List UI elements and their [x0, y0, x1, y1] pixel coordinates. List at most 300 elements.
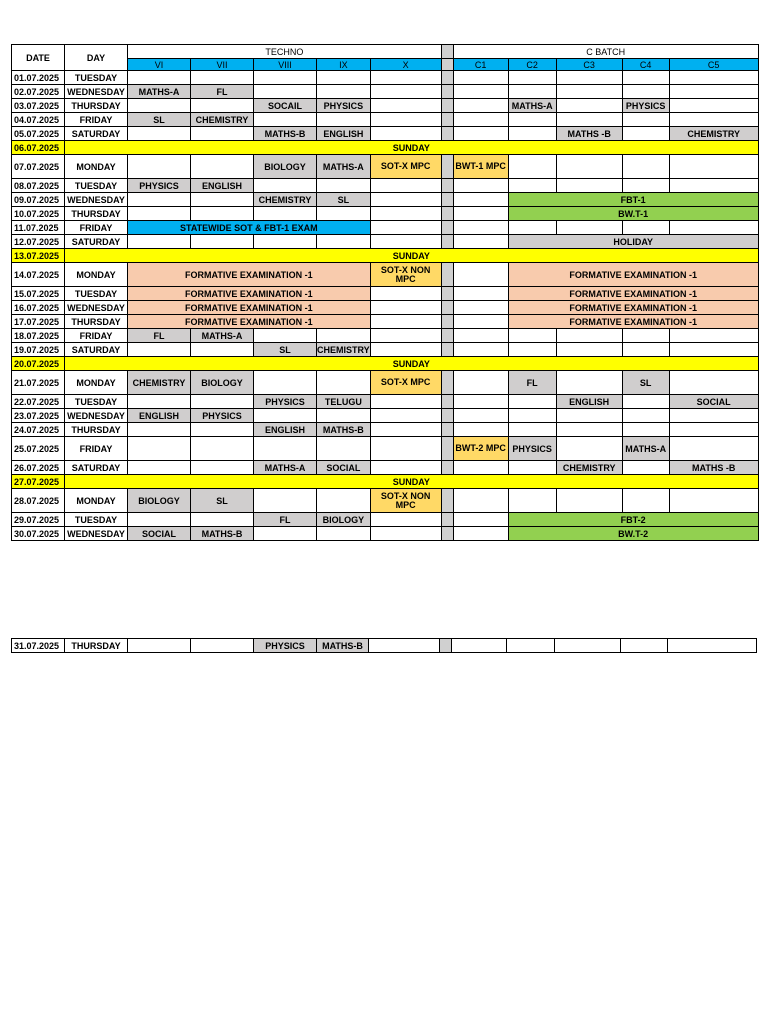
cbatch-header: C BATCH — [453, 45, 758, 59]
sunday-label: SUNDAY — [65, 249, 759, 263]
techno-subject-cell — [128, 437, 191, 461]
cbatch-subject-cell — [669, 371, 758, 395]
cbatch-subject-cell: FL — [508, 371, 556, 395]
column-separator — [441, 513, 453, 527]
cbatch-subject-cell — [669, 343, 758, 357]
cbatch-subject-cell — [556, 85, 622, 99]
cbatch-subject-cell: SOCIAL — [669, 395, 758, 409]
cbatch-subject-cell: CHEMISTRY — [669, 127, 758, 141]
techno-subject-cell: SOCAIL — [254, 99, 317, 113]
cbatch-subject-cell — [556, 221, 622, 235]
schedule-table — [11, 44, 759, 541]
day-cell: TUESDAY — [65, 71, 128, 85]
cbatch-subject-cell — [556, 437, 622, 461]
techno-class-header: VIII — [254, 59, 317, 71]
day-cell: WEDNESDAY — [65, 409, 128, 423]
column-separator — [441, 263, 453, 287]
techno-subject-cell — [369, 639, 440, 653]
column-separator — [441, 343, 453, 357]
techno-subject-cell — [370, 99, 441, 113]
techno-subject-cell — [128, 71, 191, 85]
column-separator — [441, 461, 453, 475]
techno-subject-cell — [317, 207, 371, 221]
cbatch-subject-cell: MATHS-A — [622, 437, 669, 461]
cbatch-subject-cell — [556, 113, 622, 127]
table-row — [12, 527, 759, 541]
cbatch-subject-cell — [669, 221, 758, 235]
table-row — [12, 235, 759, 249]
day-cell: WEDNESDAY — [65, 85, 128, 99]
cbatch-subject-cell — [669, 71, 758, 85]
cbatch-subject-cell — [669, 329, 758, 343]
cbatch-subject-cell — [453, 371, 508, 395]
techno-subject-cell — [317, 409, 371, 423]
techno-subject-cell: PHYSICS — [191, 409, 254, 423]
cbatch-event-cell: FBT-2 — [508, 513, 758, 527]
techno-subject-cell — [191, 437, 254, 461]
techno-subject-cell — [128, 193, 191, 207]
techno-subject-cell — [370, 235, 441, 249]
techno-subject-cell — [370, 513, 441, 527]
cbatch-subject-cell — [622, 155, 669, 179]
techno-subject-cell — [317, 371, 371, 395]
cbatch-subject-cell — [622, 113, 669, 127]
cbatch-subject-cell — [622, 489, 669, 513]
cbatch-subject-cell — [622, 221, 669, 235]
table-row — [12, 343, 759, 357]
techno-subject-cell — [370, 113, 441, 127]
techno-subject-cell — [128, 207, 191, 221]
techno-subject-cell: CHEMISTRY — [317, 344, 370, 355]
header-row — [12, 45, 759, 59]
date-cell: 17.07.2025 — [12, 315, 65, 329]
cbatch-class-header: C2 — [508, 59, 556, 71]
cbatch-subject-cell — [453, 423, 508, 437]
techno-subject-cell: PHYSICS — [317, 99, 371, 113]
techno-x-cell — [370, 315, 441, 329]
column-separator — [441, 85, 453, 99]
column-separator — [441, 409, 453, 423]
techno-subject-cell — [254, 527, 317, 541]
techno-subject-cell — [254, 329, 317, 343]
table-row — [12, 489, 759, 513]
techno-subject-cell — [317, 85, 371, 99]
date-cell: 31.07.2025 — [12, 639, 65, 653]
cbatch-subject-cell — [669, 409, 758, 423]
table-row — [12, 301, 759, 315]
column-separator — [441, 287, 453, 301]
cbatch-subject-cell — [453, 127, 508, 141]
techno-subject-cell — [370, 179, 441, 193]
techno-subject-cell — [128, 639, 191, 653]
techno-subject-cell: ENGLISH — [254, 423, 317, 437]
date-cell: 04.07.2025 — [12, 113, 65, 127]
cbatch-subject-cell — [622, 409, 669, 423]
day-cell: MONDAY — [65, 371, 128, 395]
date-cell: 27.07.2025 — [12, 475, 65, 489]
table-row — [12, 155, 759, 179]
cbatch-subject-cell — [556, 343, 622, 357]
column-separator — [441, 207, 453, 221]
techno-x-cell — [370, 301, 441, 315]
techno-event-cell: FORMATIVE EXAMINATION -1 — [128, 287, 371, 301]
cbatch-subject-cell — [508, 179, 556, 193]
date-cell: 28.07.2025 — [12, 489, 65, 513]
techno-subject-cell: CHEMISTRY — [254, 193, 317, 207]
cbatch-subject-cell — [622, 423, 669, 437]
cbatch-subject-cell — [508, 71, 556, 85]
techno-subject-cell — [370, 527, 441, 541]
cbatch-subject-cell — [556, 409, 622, 423]
cbatch-subject-cell — [453, 409, 508, 423]
techno-class-header: X — [370, 59, 441, 71]
techno-subject-cell: CHEMISTRY — [128, 371, 191, 395]
day-cell: THURSDAY — [65, 423, 128, 437]
sunday-label: SUNDAY — [65, 475, 759, 489]
table-row — [12, 287, 759, 301]
techno-subject-cell — [128, 155, 191, 179]
cbatch-subject-cell — [508, 155, 556, 179]
day-cell: WEDNESDAY — [65, 527, 128, 541]
date-cell: 13.07.2025 — [12, 249, 65, 263]
cbatch-subject-cell — [622, 71, 669, 85]
techno-subject-cell: BIOLOGY — [254, 155, 317, 179]
cbatch-subject-cell — [453, 395, 508, 409]
date-cell: 29.07.2025 — [12, 513, 65, 527]
cbatch-event-cell: FORMATIVE EXAMINATION -1 — [508, 301, 758, 315]
column-separator — [441, 371, 453, 395]
techno-subject-cell — [317, 179, 371, 193]
techno-subject-cell — [191, 99, 254, 113]
techno-subject-cell — [254, 179, 317, 193]
date-cell: 11.07.2025 — [12, 221, 65, 235]
techno-x-cell: SOT-X NON MPC — [370, 263, 441, 287]
techno-subject-cell — [317, 71, 371, 85]
techno-subject-cell: PHYSICS — [128, 179, 191, 193]
techno-subject-cell — [191, 343, 254, 357]
cbatch-subject-cell: SL — [622, 371, 669, 395]
cbatch-subject-cell — [556, 71, 622, 85]
column-separator — [441, 155, 453, 179]
day-cell: TUESDAY — [65, 513, 128, 527]
techno-subject-cell: MATHS-B — [317, 423, 371, 437]
table-row — [12, 71, 759, 85]
day-cell: FRIDAY — [65, 329, 128, 343]
cbatch-subject-cell — [555, 639, 621, 653]
techno-subject-cell — [370, 423, 441, 437]
techno-event-cell: FORMATIVE EXAMINATION -1 — [128, 263, 371, 287]
techno-subject-cell: MATHS-A — [128, 85, 191, 99]
day-cell: FRIDAY — [65, 221, 128, 235]
techno-class-header: VII — [191, 59, 254, 71]
cbatch-c1-cell — [453, 193, 508, 207]
day-cell: THURSDAY — [65, 639, 128, 653]
cbatch-event-cell: BW.T-1 — [508, 207, 758, 221]
cbatch-c1-cell — [453, 513, 508, 527]
cbatch-event-cell: BW.T-2 — [508, 527, 758, 541]
column-separator — [441, 59, 453, 71]
cbatch-class-header: C1 — [453, 59, 508, 71]
cbatch-subject-cell — [556, 179, 622, 193]
cbatch-subject-cell — [452, 639, 507, 653]
techno-subject-cell — [191, 71, 254, 85]
day-cell: TUESDAY — [65, 395, 128, 409]
cbatch-subject-cell — [556, 155, 622, 179]
cbatch-class-header: C3 — [556, 59, 622, 71]
techno-subject-cell — [128, 343, 191, 357]
techno-subject-cell — [254, 437, 317, 461]
techno-subject-cell — [191, 513, 254, 527]
techno-subject-cell — [370, 207, 441, 221]
cbatch-subject-cell — [622, 395, 669, 409]
date-cell: 15.07.2025 — [12, 287, 65, 301]
column-separator — [441, 99, 453, 113]
cbatch-subject-cell — [453, 461, 508, 475]
cbatch-event-cell: FORMATIVE EXAMINATION -1 — [508, 263, 758, 287]
techno-subject-cell — [191, 423, 254, 437]
cbatch-subject-cell — [622, 85, 669, 99]
table-row — [12, 409, 759, 423]
column-separator — [441, 221, 453, 235]
cbatch-subject-cell — [556, 329, 622, 343]
column-separator — [441, 235, 453, 249]
cbatch-subject-cell — [508, 113, 556, 127]
sunday-row — [12, 141, 759, 155]
techno-subject-cell — [254, 207, 317, 221]
cbatch-subject-cell: PHYSICS — [622, 99, 669, 113]
cbatch-event-cell: FORMATIVE EXAMINATION -1 — [508, 287, 758, 301]
cbatch-subject-cell — [508, 461, 556, 475]
techno-subject-cell — [370, 409, 441, 423]
techno-subject-cell: BIOLOGY — [317, 513, 371, 527]
techno-subject-cell: CHEMISTRY — [191, 113, 254, 127]
date-cell: 21.07.2025 — [12, 371, 65, 395]
cbatch-subject-cell — [453, 179, 508, 193]
cbatch-subject-cell — [621, 639, 668, 653]
column-separator — [441, 489, 453, 513]
day-cell: SATURDAY — [65, 235, 128, 249]
techno-subject-cell: SOCIAL — [128, 527, 191, 541]
techno-subject-cell: SL — [317, 193, 371, 207]
table-row — [12, 639, 757, 653]
date-cell: 24.07.2025 — [12, 423, 65, 437]
cbatch-subject-cell — [669, 155, 758, 179]
day-cell: SATURDAY — [65, 343, 128, 357]
cbatch-subject-cell — [453, 85, 508, 99]
cbatch-c1-cell — [453, 235, 508, 249]
cbatch-c1-cell — [453, 315, 508, 329]
date-cell: 23.07.2025 — [12, 409, 65, 423]
column-separator — [441, 301, 453, 315]
cbatch-subject-cell: PHYSICS — [508, 437, 556, 461]
date-cell: 12.07.2025 — [12, 235, 65, 249]
column-separator — [440, 639, 452, 653]
sunday-label: SUNDAY — [65, 357, 759, 371]
techno-subject-cell — [191, 395, 254, 409]
cbatch-subject-cell: MATHS -B — [669, 461, 758, 475]
techno-subject-cell: SL — [254, 343, 317, 357]
cbatch-c1-cell — [453, 207, 508, 221]
sunday-row — [12, 357, 759, 371]
techno-subject-cell — [254, 85, 317, 99]
cbatch-subject-cell — [453, 71, 508, 85]
techno-subject-cell: TELUGU — [317, 395, 371, 409]
techno-subject-cell: ENGLISH — [317, 127, 371, 141]
cbatch-subject-cell — [508, 423, 556, 437]
techno-class-header: VI — [128, 59, 191, 71]
techno-subject-cell: SL — [128, 113, 191, 127]
table-row — [12, 85, 759, 99]
techno-subject-cell — [254, 371, 317, 395]
techno-event-cell: STATEWIDE SOT & FBT-1 EXAM — [128, 221, 371, 235]
techno-subject-cell — [370, 193, 441, 207]
date-cell: 30.07.2025 — [12, 527, 65, 541]
techno-subject-cell — [191, 235, 254, 249]
table-row — [12, 329, 759, 343]
day-cell: THURSDAY — [65, 207, 128, 221]
techno-subject-cell: FL — [191, 85, 254, 99]
techno-subject-cell — [370, 343, 441, 357]
table-row — [12, 113, 759, 127]
date-cell: 02.07.2025 — [12, 85, 65, 99]
cbatch-subject-cell — [453, 343, 508, 357]
date-cell: 07.07.2025 — [12, 155, 65, 179]
sunday-row — [12, 249, 759, 263]
cbatch-subject-cell — [669, 489, 758, 513]
cbatch-subject-cell — [556, 423, 622, 437]
day-cell: THURSDAY — [65, 99, 128, 113]
day-cell: FRIDAY — [65, 113, 128, 127]
column-separator — [441, 71, 453, 85]
techno-subject-cell — [128, 423, 191, 437]
column-separator — [441, 423, 453, 437]
date-cell: 19.07.2025 — [12, 343, 65, 357]
cbatch-subject-cell — [622, 343, 669, 357]
cbatch-subject-cell — [622, 329, 669, 343]
techno-subject-cell — [370, 395, 441, 409]
column-separator — [441, 127, 453, 141]
techno-subject-cell: MATHS-B — [317, 639, 369, 653]
date-cell: 10.07.2025 — [12, 207, 65, 221]
cbatch-subject-cell: MATHS-A — [508, 99, 556, 113]
date-cell: 20.07.2025 — [12, 357, 65, 371]
column-separator — [441, 329, 453, 343]
date-cell: 05.07.2025 — [12, 127, 65, 141]
cbatch-class-header: C5 — [669, 59, 758, 71]
techno-subject-cell: MATHS-A — [191, 329, 254, 343]
techno-subject-cell — [191, 639, 254, 653]
column-separator — [441, 527, 453, 541]
day-cell: SATURDAY — [65, 127, 128, 141]
date-cell: 08.07.2025 — [12, 179, 65, 193]
day-cell: FRIDAY — [65, 437, 128, 461]
techno-subject-cell: SOCIAL — [317, 461, 371, 475]
cbatch-subject-cell: ENGLISH — [556, 395, 622, 409]
cbatch-subject-cell — [669, 85, 758, 99]
techno-subject-cell: MATHS-B — [254, 127, 317, 141]
cbatch-subject-cell — [556, 489, 622, 513]
techno-subject-cell — [254, 235, 317, 249]
cbatch-subject-cell — [622, 127, 669, 141]
column-separator — [441, 193, 453, 207]
techno-subject-cell — [254, 113, 317, 127]
techno-class-header: IX — [317, 59, 371, 71]
techno-subject-cell — [191, 193, 254, 207]
cbatch-subject-cell — [508, 489, 556, 513]
sunday-row — [12, 475, 759, 489]
date-cell: 06.07.2025 — [12, 141, 65, 155]
cbatch-subject-cell — [508, 221, 556, 235]
date-cell: 03.07.2025 — [12, 99, 65, 113]
date-cell: 09.07.2025 — [12, 193, 65, 207]
cbatch-c1-cell — [453, 287, 508, 301]
cbatch-subject-cell — [453, 489, 508, 513]
cbatch-subject-cell: BWT-1 MPC — [453, 155, 508, 179]
techno-subject-cell: MATHS-A — [254, 461, 317, 475]
table-row — [12, 127, 759, 141]
date-cell: 14.07.2025 — [12, 263, 65, 287]
techno-event-cell: FORMATIVE EXAMINATION -1 — [128, 301, 371, 315]
day-cell: WEDNESDAY — [65, 193, 128, 207]
cbatch-subject-cell — [508, 343, 556, 357]
cbatch-subject-cell: CHEMISTRY — [556, 461, 622, 475]
cbatch-subject-cell — [556, 371, 622, 395]
techno-subject-cell: SOT-X MPC — [370, 155, 441, 179]
techno-subject-cell — [191, 155, 254, 179]
techno-subject-cell: FL — [128, 329, 191, 343]
techno-subject-cell: SOT-X MPC — [370, 371, 441, 395]
cbatch-event-cell: HOLIDAY — [508, 235, 758, 249]
techno-subject-cell — [317, 489, 371, 513]
techno-subject-cell: BIOLOGY — [128, 489, 191, 513]
techno-subject-cell: MATHS-A — [317, 155, 371, 179]
techno-subject-cell — [128, 127, 191, 141]
cbatch-event-cell: FBT-1 — [508, 193, 758, 207]
cbatch-event-cell: FORMATIVE EXAMINATION -1 — [508, 315, 758, 329]
cbatch-c1-cell — [453, 263, 508, 287]
cbatch-subject-cell — [508, 329, 556, 343]
column-separator — [441, 315, 453, 329]
techno-subject-cell: PHYSICS — [254, 639, 317, 653]
date-cell: 01.07.2025 — [12, 71, 65, 85]
table-row — [12, 513, 759, 527]
cbatch-subject-cell — [453, 113, 508, 127]
techno-subject-cell — [370, 85, 441, 99]
techno-subject-cell — [317, 235, 371, 249]
techno-subject-cell — [191, 127, 254, 141]
cbatch-subject-cell — [669, 99, 758, 113]
table-row — [12, 437, 759, 461]
column-separator — [441, 437, 453, 461]
date-cell: 16.07.2025 — [12, 301, 65, 315]
techno-x-cell — [370, 287, 441, 301]
table-row — [12, 207, 759, 221]
techno-x-cell — [370, 221, 441, 235]
techno-header: TECHNO — [128, 45, 442, 59]
day-header: DAY — [65, 45, 128, 71]
techno-subject-cell: BIOLOGY — [191, 371, 254, 395]
techno-subject-cell: SL — [191, 489, 254, 513]
cbatch-subject-cell — [556, 99, 622, 113]
date-cell: 25.07.2025 — [12, 437, 65, 461]
cbatch-subject-cell — [508, 127, 556, 141]
cbatch-subject-cell — [622, 179, 669, 193]
table-row — [12, 315, 759, 329]
table-row — [12, 99, 759, 113]
techno-subject-cell: ENGLISH — [191, 179, 254, 193]
schedule-table-extra — [11, 638, 757, 653]
day-cell: MONDAY — [65, 263, 128, 287]
